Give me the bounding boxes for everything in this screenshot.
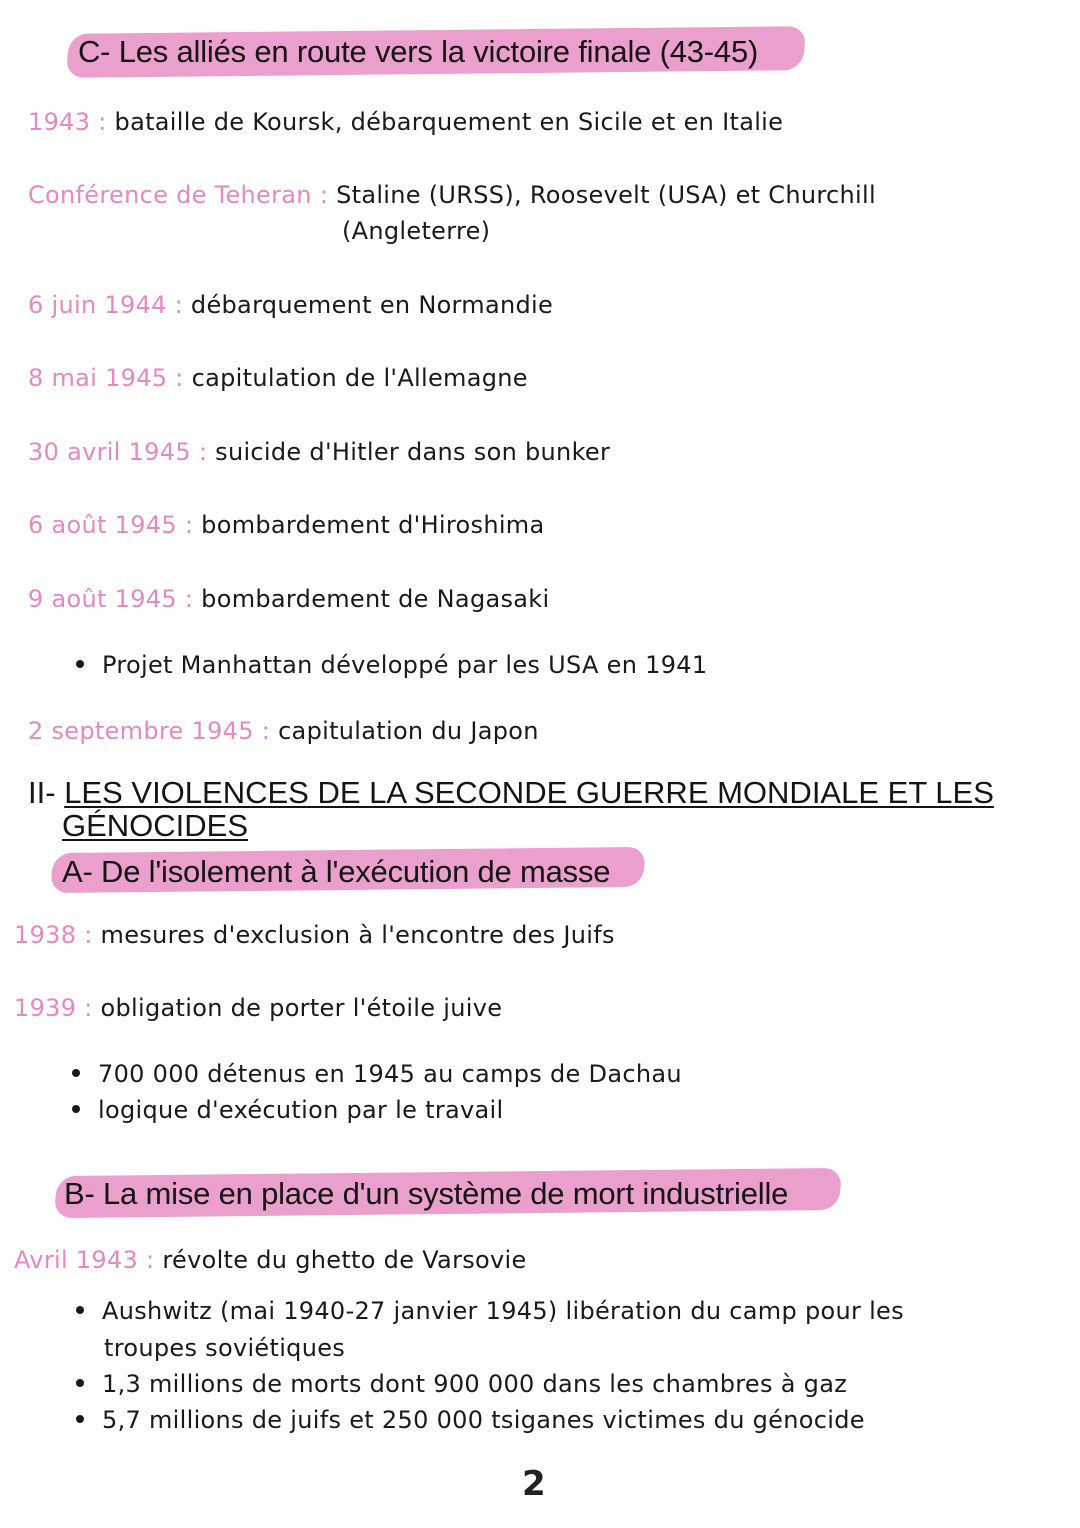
bullet-text: logique d'exécution par le travail [98,1096,504,1124]
bullet-item [72,1056,682,1092]
bullet-text: 1,3 millions de morts dont 900 000 dans les chambres à gaz [102,1370,848,1398]
entry-text: suicide d'Hitler dans son bunker [215,438,611,466]
bullet-text: Projet Manhattan développé par les USA en 1941 [102,651,708,679]
timeline-entry [28,713,539,749]
entry-date: 2 septembre 1945 : [28,717,271,745]
bullet-item [76,647,707,683]
bullet-text: Aushwitz (mai 1940-27 janvier 1945) libération du camp pour les [102,1297,904,1325]
timeline-entry [28,507,545,543]
entry-date: 30 avril 1945 : [28,438,208,466]
timeline-entry [28,360,528,396]
section-c-heading: C- Les alliés en route vers la victoire finale (43-45) [78,34,759,69]
bullet-dot [76,1379,84,1387]
entry-date: Avril 1943 : [14,1246,155,1274]
timeline-entry [14,990,502,1026]
entry-date: Conférence de Teheran : [28,181,329,209]
entry-text: révolte du ghetto de Varsovie [162,1246,527,1274]
entry-date: 1938 : [14,921,93,949]
entry-date: 1943 : [28,108,107,136]
entry-text: bataille de Koursk, débarquement en Sicile et en Italie [114,108,784,136]
entry-text: capitulation du Japon [278,717,539,745]
entry-text: capitulation de l'Allemagne [191,364,528,392]
entry-date: 8 mai 1945 : [28,364,184,392]
timeline-entry [28,104,783,140]
entry-date: 1939 : [14,994,93,1022]
entry-date: 6 juin 1944 : [28,291,183,319]
entry-text-continuation: (Angleterre) [342,217,491,245]
bullet-item [72,1092,503,1128]
bullet-item [76,1366,847,1402]
entry-text: débarquement en Normandie [190,291,554,319]
section-b-heading: B- La mise en place d'un système de mort industrielle [64,1176,789,1211]
bullet-text-continuation: troupes soviétiques [104,1334,346,1362]
section-ii-title [28,776,994,810]
timeline-entry [28,581,549,617]
timeline-entry [14,917,615,953]
bullet-text: 5,7 millions de juifs et 250 000 tsiganes victimes du génocide [102,1406,865,1434]
section-prefix: II- [28,775,56,810]
section-title-line1: LES VIOLENCES DE LA SECONDE GUERRE MONDIALE ET LES [64,775,994,810]
timeline-entry [28,177,876,213]
page-number: 2 [522,1464,546,1504]
bullet-dot [76,1306,84,1314]
entry-text: bombardement de Nagasaki [201,585,550,613]
timeline-entry [28,434,610,470]
section-ii-title-line2 [62,809,248,843]
bullet-dot [76,1415,84,1423]
bullet-item [76,1293,904,1329]
section-a-heading: A- De l'isolement à l'exécution de masse [62,854,611,889]
entry-text: obligation de porter l'étoile juive [100,994,503,1022]
timeline-entry [14,1242,527,1278]
timeline-entry [28,287,553,323]
section-title-line2: GÉNOCIDES [62,808,249,843]
entry-text: bombardement d'Hiroshima [201,511,545,539]
entry-text: Staline (URSS), Roosevelt (USA) et Churchill [336,181,876,209]
bullet-dot [72,1105,80,1113]
bullet-dot [72,1069,80,1077]
bullet-dot [76,660,84,668]
entry-text: mesures d'exclusion à l'encontre des Juifs [100,921,615,949]
entry-date: 9 août 1945 : [28,585,194,613]
bullet-item [76,1402,865,1438]
entry-date: 6 août 1945 : [28,511,194,539]
bullet-text: 700 000 détenus en 1945 au camps de Dachau [98,1060,682,1088]
